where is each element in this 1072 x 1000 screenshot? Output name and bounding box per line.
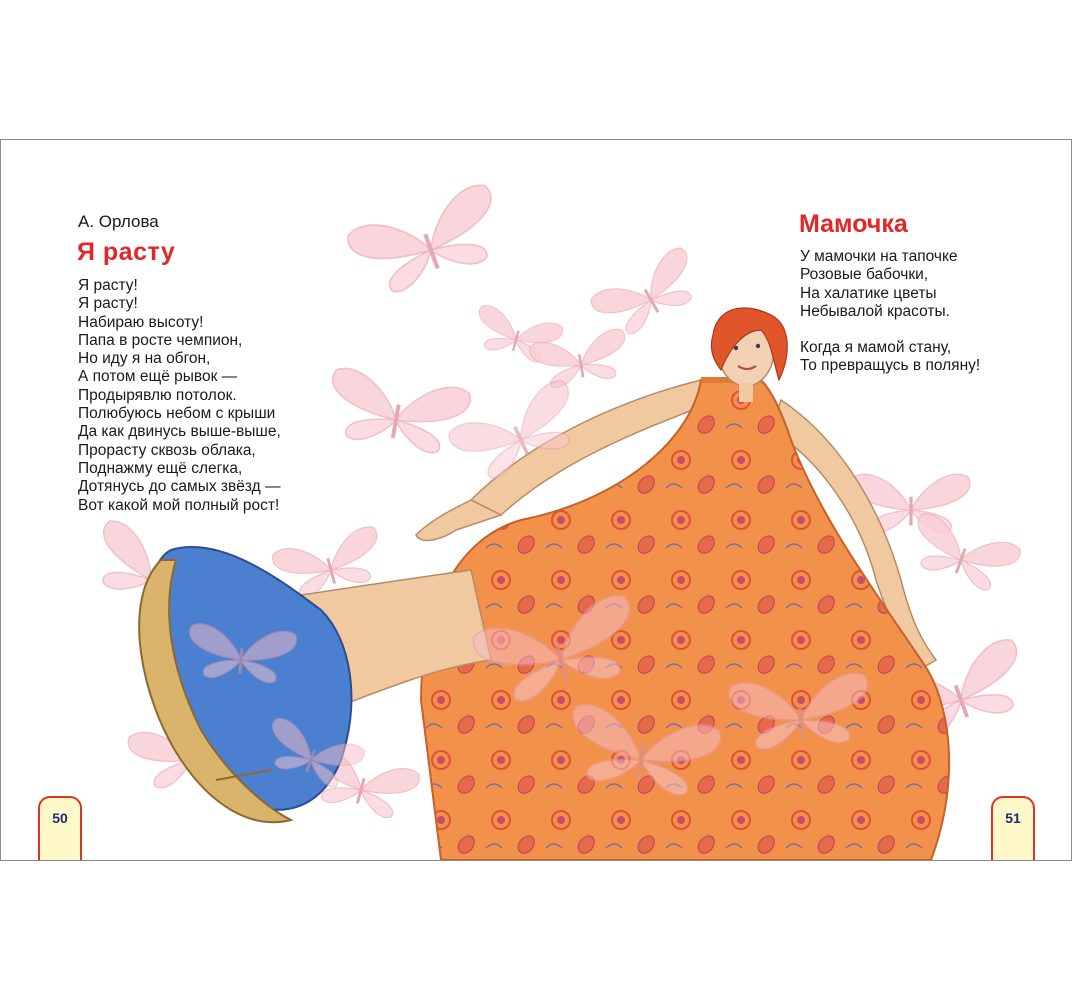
poem-line: Полюбуюсь небом с крыши bbox=[78, 405, 276, 423]
poem-line: То превращусь в поляну! bbox=[800, 357, 981, 375]
poem-line: Поднажму ещё слегка, bbox=[78, 459, 243, 477]
poem-line: Небывалой красоты. bbox=[800, 302, 950, 320]
poem-line: Я расту! bbox=[78, 277, 138, 294]
poem-line: На халатике цветы bbox=[800, 284, 937, 302]
poem-line: Дотянусь до самых звёзд — bbox=[78, 478, 281, 496]
poem-line: Розовые бабочки, bbox=[800, 266, 929, 284]
poem-line: Продырявлю потолок. bbox=[78, 386, 237, 404]
right-poem-title: Мамочка bbox=[799, 210, 908, 238]
left-poem-title: Я расту bbox=[77, 238, 176, 266]
left-poem-body bbox=[78, 277, 281, 515]
poem-line: Да как двинусь выше-выше, bbox=[78, 423, 281, 441]
poem-line: А потом ещё рывок — bbox=[78, 368, 238, 386]
page-number-right: 51 bbox=[991, 796, 1035, 860]
poem-line: Вот какой мой полный рост! bbox=[78, 496, 280, 514]
poem-line: Я расту! bbox=[78, 295, 138, 313]
poem-line: Папа в росте чемпион, bbox=[78, 331, 243, 349]
poem-line: Но иду я на обгон, bbox=[78, 350, 211, 368]
poem-stanza bbox=[800, 248, 980, 321]
left-author: А. Орлова bbox=[78, 212, 159, 231]
poem-stanza bbox=[800, 339, 980, 376]
book-spread bbox=[0, 139, 1072, 861]
poem-line: Набираю высоту! bbox=[78, 313, 204, 331]
page-number-left: 50 bbox=[38, 796, 82, 860]
poem-line: Прорасту сквозь облака, bbox=[78, 441, 256, 459]
poem-line: Когда я мамой стану, bbox=[800, 339, 952, 357]
right-poem-body bbox=[800, 248, 980, 394]
poem-line: У мамочки на тапочке bbox=[800, 248, 958, 265]
